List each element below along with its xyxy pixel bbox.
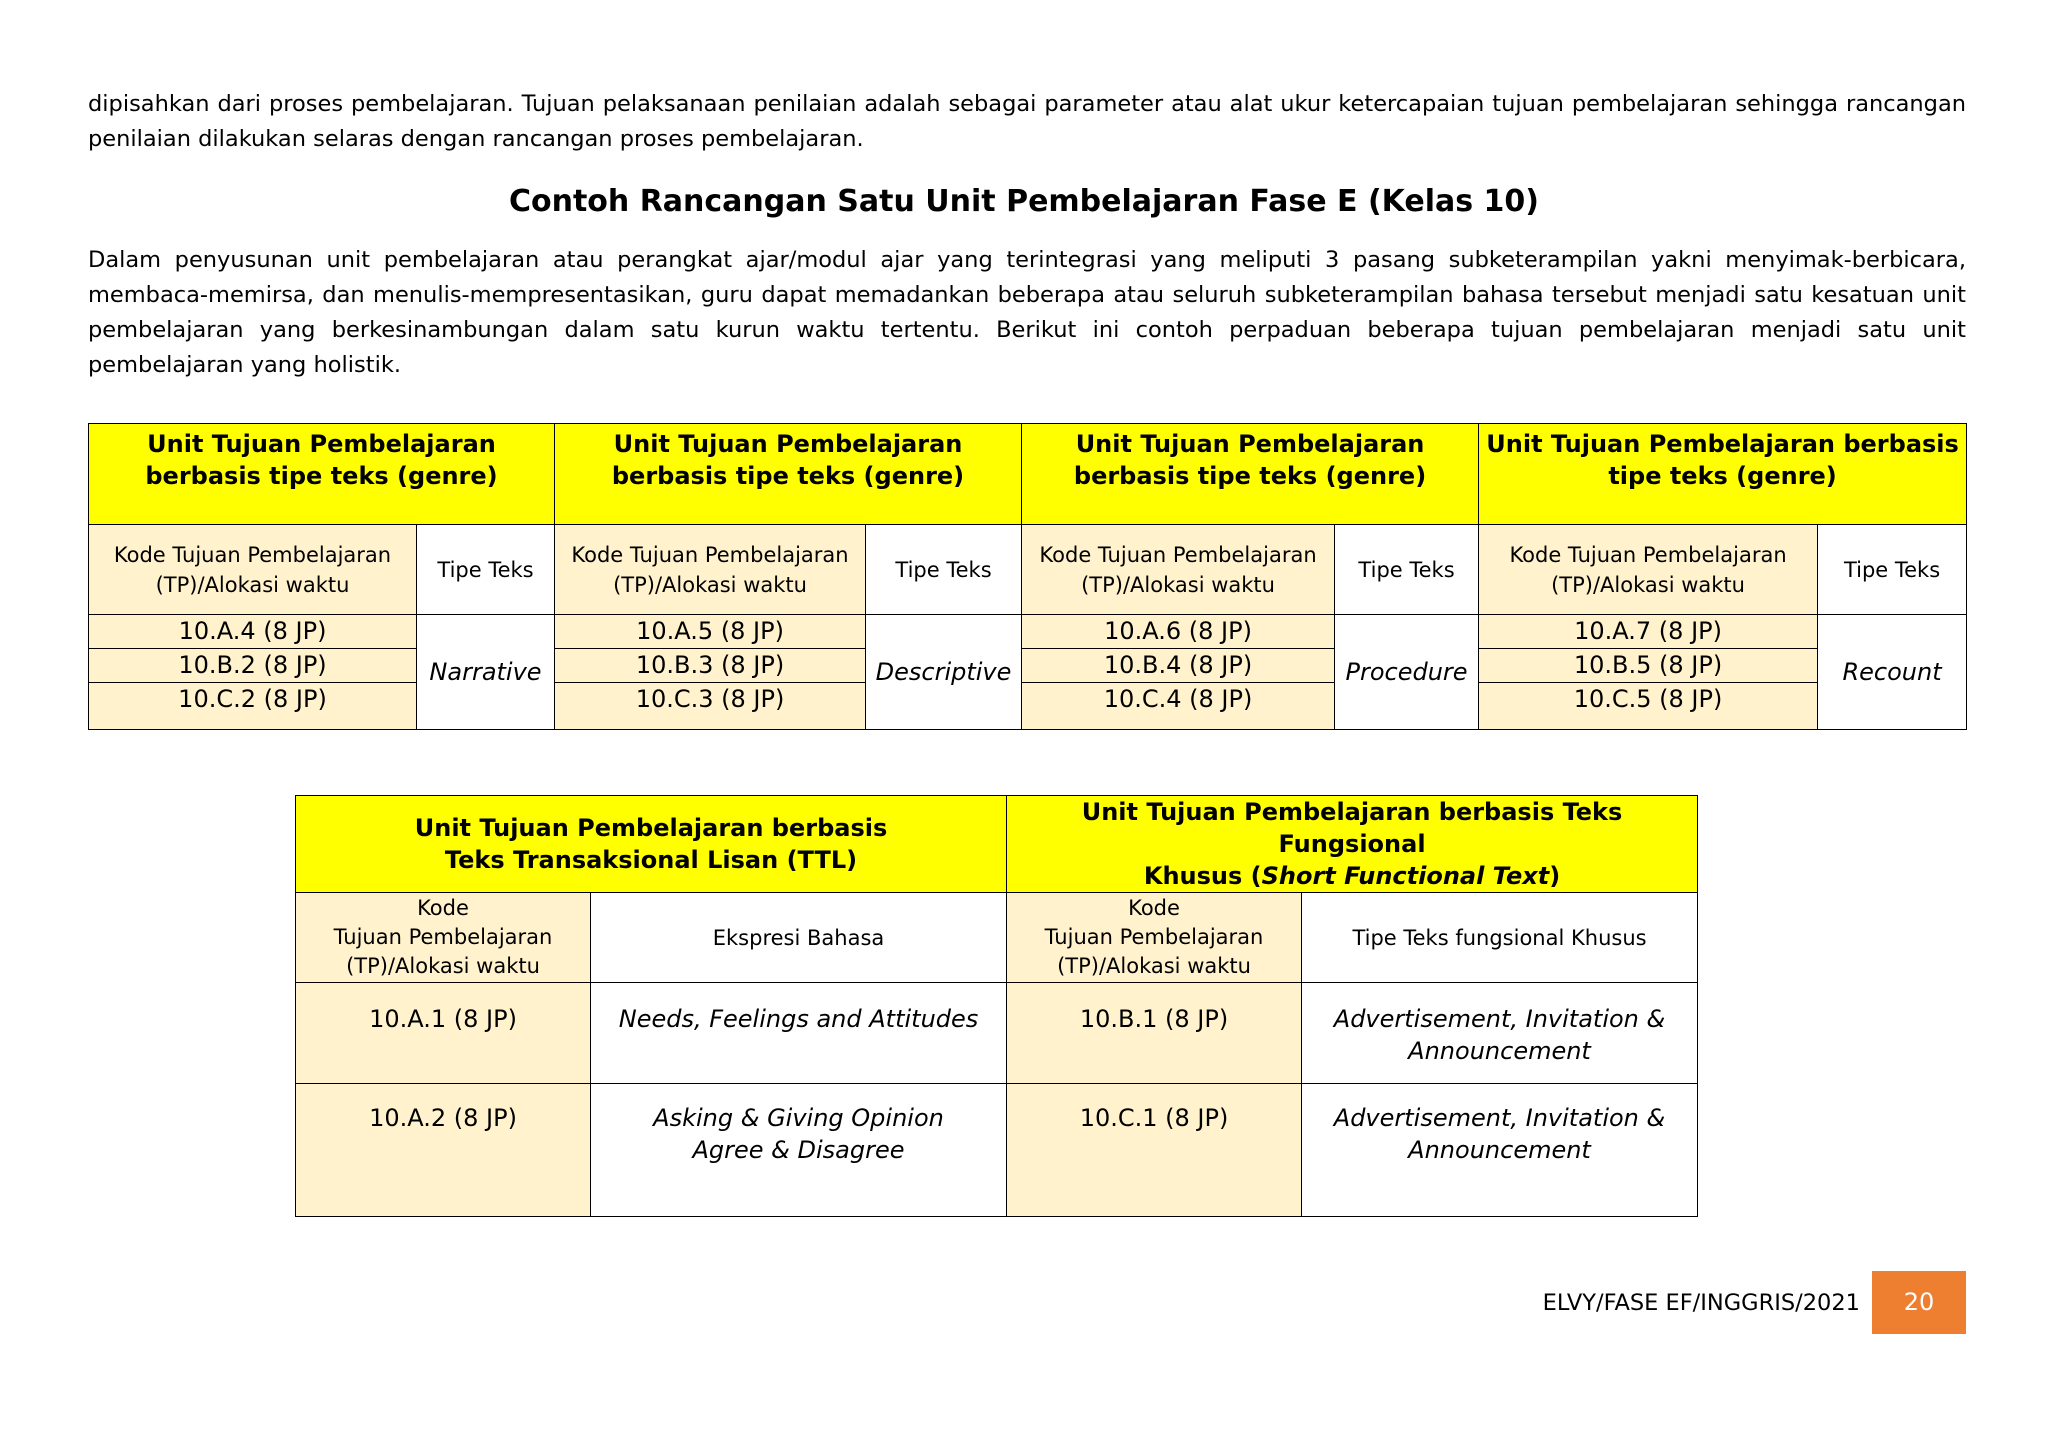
sft-header-cell	[1007, 796, 1698, 893]
expression-cell	[591, 983, 1007, 1084]
tp-code-cell: 10.B.4 (8 JP)	[1022, 649, 1335, 683]
functional-type-line: Advertisement, Invitation &	[1333, 1005, 1666, 1033]
type-column-header: Tipe Teks	[1818, 525, 1967, 615]
functional-type-line: Advertisement, Invitation &	[1333, 1104, 1666, 1132]
code-column-header: Kode Tujuan Pembelajaran (TP)/Alokasi waktu	[1022, 525, 1335, 615]
tp-code-cell: 10.A.7 (8 JP)	[1479, 615, 1818, 649]
code-column-header: Kode Tujuan Pembelajaran (TP)/Alokasi waktu	[89, 525, 417, 615]
ttl-header-cell	[296, 796, 1007, 893]
text-type-cell: Procedure	[1335, 615, 1479, 730]
code-column-header	[1007, 893, 1302, 983]
unit-header-cell: Unit Tujuan Pembelajaran berbasis tipe teks (genre)	[89, 424, 555, 525]
ttl-header-line: Teks Transaksional Lisan (TTL)	[444, 846, 858, 874]
expression-column-header: Ekspresi Bahasa	[591, 893, 1007, 983]
code-column-header: Kode Tujuan Pembelajaran (TP)/Alokasi waktu	[1479, 525, 1818, 615]
sft-header-italic: Short Functional Text	[1261, 862, 1550, 890]
table-row	[89, 649, 1967, 683]
sft-header-line	[1011, 860, 1693, 892]
tp-code-cell: 10.C.2 (8 JP)	[89, 683, 417, 730]
code-header-line: Kode	[1128, 896, 1180, 920]
sft-header-line: Unit Tujuan Pembelajaran berbasis Teks Fungsional	[1081, 798, 1623, 858]
tp-code-cell: 10.A.6 (8 JP)	[1022, 615, 1335, 649]
type-column-header: Tipe Teks	[1335, 525, 1479, 615]
column-header-row	[296, 893, 1698, 983]
tp-code-cell: 10.B.2 (8 JP)	[89, 649, 417, 683]
functional-unit-table	[295, 795, 1698, 1217]
table-row	[296, 1084, 1698, 1217]
tp-code-cell: 10.B.5 (8 JP)	[1479, 649, 1818, 683]
functional-type-cell	[1302, 1084, 1698, 1217]
ttl-header-line: Unit Tujuan Pembelajaran berbasis	[414, 814, 888, 842]
expression-line: Agree & Disagree	[692, 1136, 905, 1164]
sft-header-text: )	[1549, 862, 1561, 890]
text-type-cell: Descriptive	[866, 615, 1022, 730]
functional-type-line: Announcement	[1408, 1136, 1591, 1164]
code-header-line: Kode	[417, 896, 469, 920]
type-column-header: Tipe Teks	[417, 525, 555, 615]
intro-paragraph: dipisahkan dari proses pembelajaran. Tujuan pelaksanaan penilaian adalah sebagai parameter atau alat ukur ketercapaian tujuan pembelajaran sehingga rancangan penilaian dilakukan selaras dengan rancangan proses pembelajaran.	[88, 91, 1966, 152]
unit-header-cell: Unit Tujuan Pembelajaran berbasis tipe teks (genre)	[1022, 424, 1479, 525]
tp-code-cell: 10.A.1 (8 JP)	[296, 983, 591, 1084]
page-number: 20	[1872, 1271, 1966, 1334]
text-type-cell: Recount	[1818, 615, 1967, 730]
tp-code-cell: 10.A.4 (8 JP)	[89, 615, 417, 649]
code-header-line: Tujuan Pembelajaran	[333, 925, 553, 949]
sft-header-text: Khusus (	[1143, 862, 1262, 890]
expression-cell	[591, 1084, 1007, 1217]
footer-doc-id: ELVY/FASE EF/INGGRIS/2021	[1542, 1290, 1860, 1316]
functional-type-line: Announcement	[1408, 1037, 1591, 1065]
section-heading: Contoh Rancangan Satu Unit Pembelajaran Fase E (Kelas 10)	[508, 184, 1540, 219]
table-row	[89, 615, 1967, 649]
unit-header-row	[296, 796, 1698, 893]
unit-header-row	[89, 424, 1967, 525]
code-column-header: Kode Tujuan Pembelajaran (TP)/Alokasi waktu	[555, 525, 866, 615]
tp-code-cell: 10.B.3 (8 JP)	[555, 649, 866, 683]
body-paragraph: Dalam penyusunan unit pembelajaran atau perangkat ajar/modul ajar yang terintegrasi yang meliputi 3 pasang subketerampilan yakni menyimak-berbicara, membaca-memirsa, dan menulis-mempresentasikan, guru dapat memadankan beberapa atau seluruh subketerampilan bahasa tersebut menjadi satu kesatuan unit pembelajaran yang berkesinambungan dalam satu kurun waktu tertentu. Berikut ini contoh perpaduan beberapa tujuan pembelajaran menjadi satu unit pembelajaran yang holistik.	[88, 247, 1966, 378]
code-header-line: Tujuan Pembelajaran	[1044, 925, 1264, 949]
column-header-row	[89, 525, 1967, 615]
functional-type-cell	[1302, 983, 1698, 1084]
genre-unit-table	[88, 423, 1967, 730]
tp-code-cell: 10.C.4 (8 JP)	[1022, 683, 1335, 730]
type-column-header: Tipe Teks	[866, 525, 1022, 615]
tp-code-cell: 10.A.2 (8 JP)	[296, 1084, 591, 1217]
tp-code-cell: 10.C.3 (8 JP)	[555, 683, 866, 730]
text-type-cell: Narrative	[417, 615, 555, 730]
unit-header-cell: Unit Tujuan Pembelajaran berbasis tipe teks (genre)	[1479, 424, 1967, 525]
tp-code-cell: 10.C.1 (8 JP)	[1007, 1084, 1302, 1217]
code-column-header	[296, 893, 591, 983]
table-row	[296, 983, 1698, 1084]
code-header-line: (TP)/Alokasi waktu	[1057, 954, 1251, 978]
tp-code-cell: 10.C.5 (8 JP)	[1479, 683, 1818, 730]
unit-header-cell: Unit Tujuan Pembelajaran berbasis tipe teks (genre)	[555, 424, 1022, 525]
tp-code-cell: 10.B.1 (8 JP)	[1007, 983, 1302, 1084]
code-header-line: (TP)/Alokasi waktu	[346, 954, 540, 978]
tp-code-cell: 10.A.5 (8 JP)	[555, 615, 866, 649]
expression-line: Needs, Feelings and Attitudes	[618, 1005, 979, 1033]
table-row	[89, 683, 1967, 730]
functional-type-column-header: Tipe Teks fungsional Khusus	[1302, 893, 1698, 983]
expression-line: Asking & Giving Opinion	[653, 1104, 944, 1132]
